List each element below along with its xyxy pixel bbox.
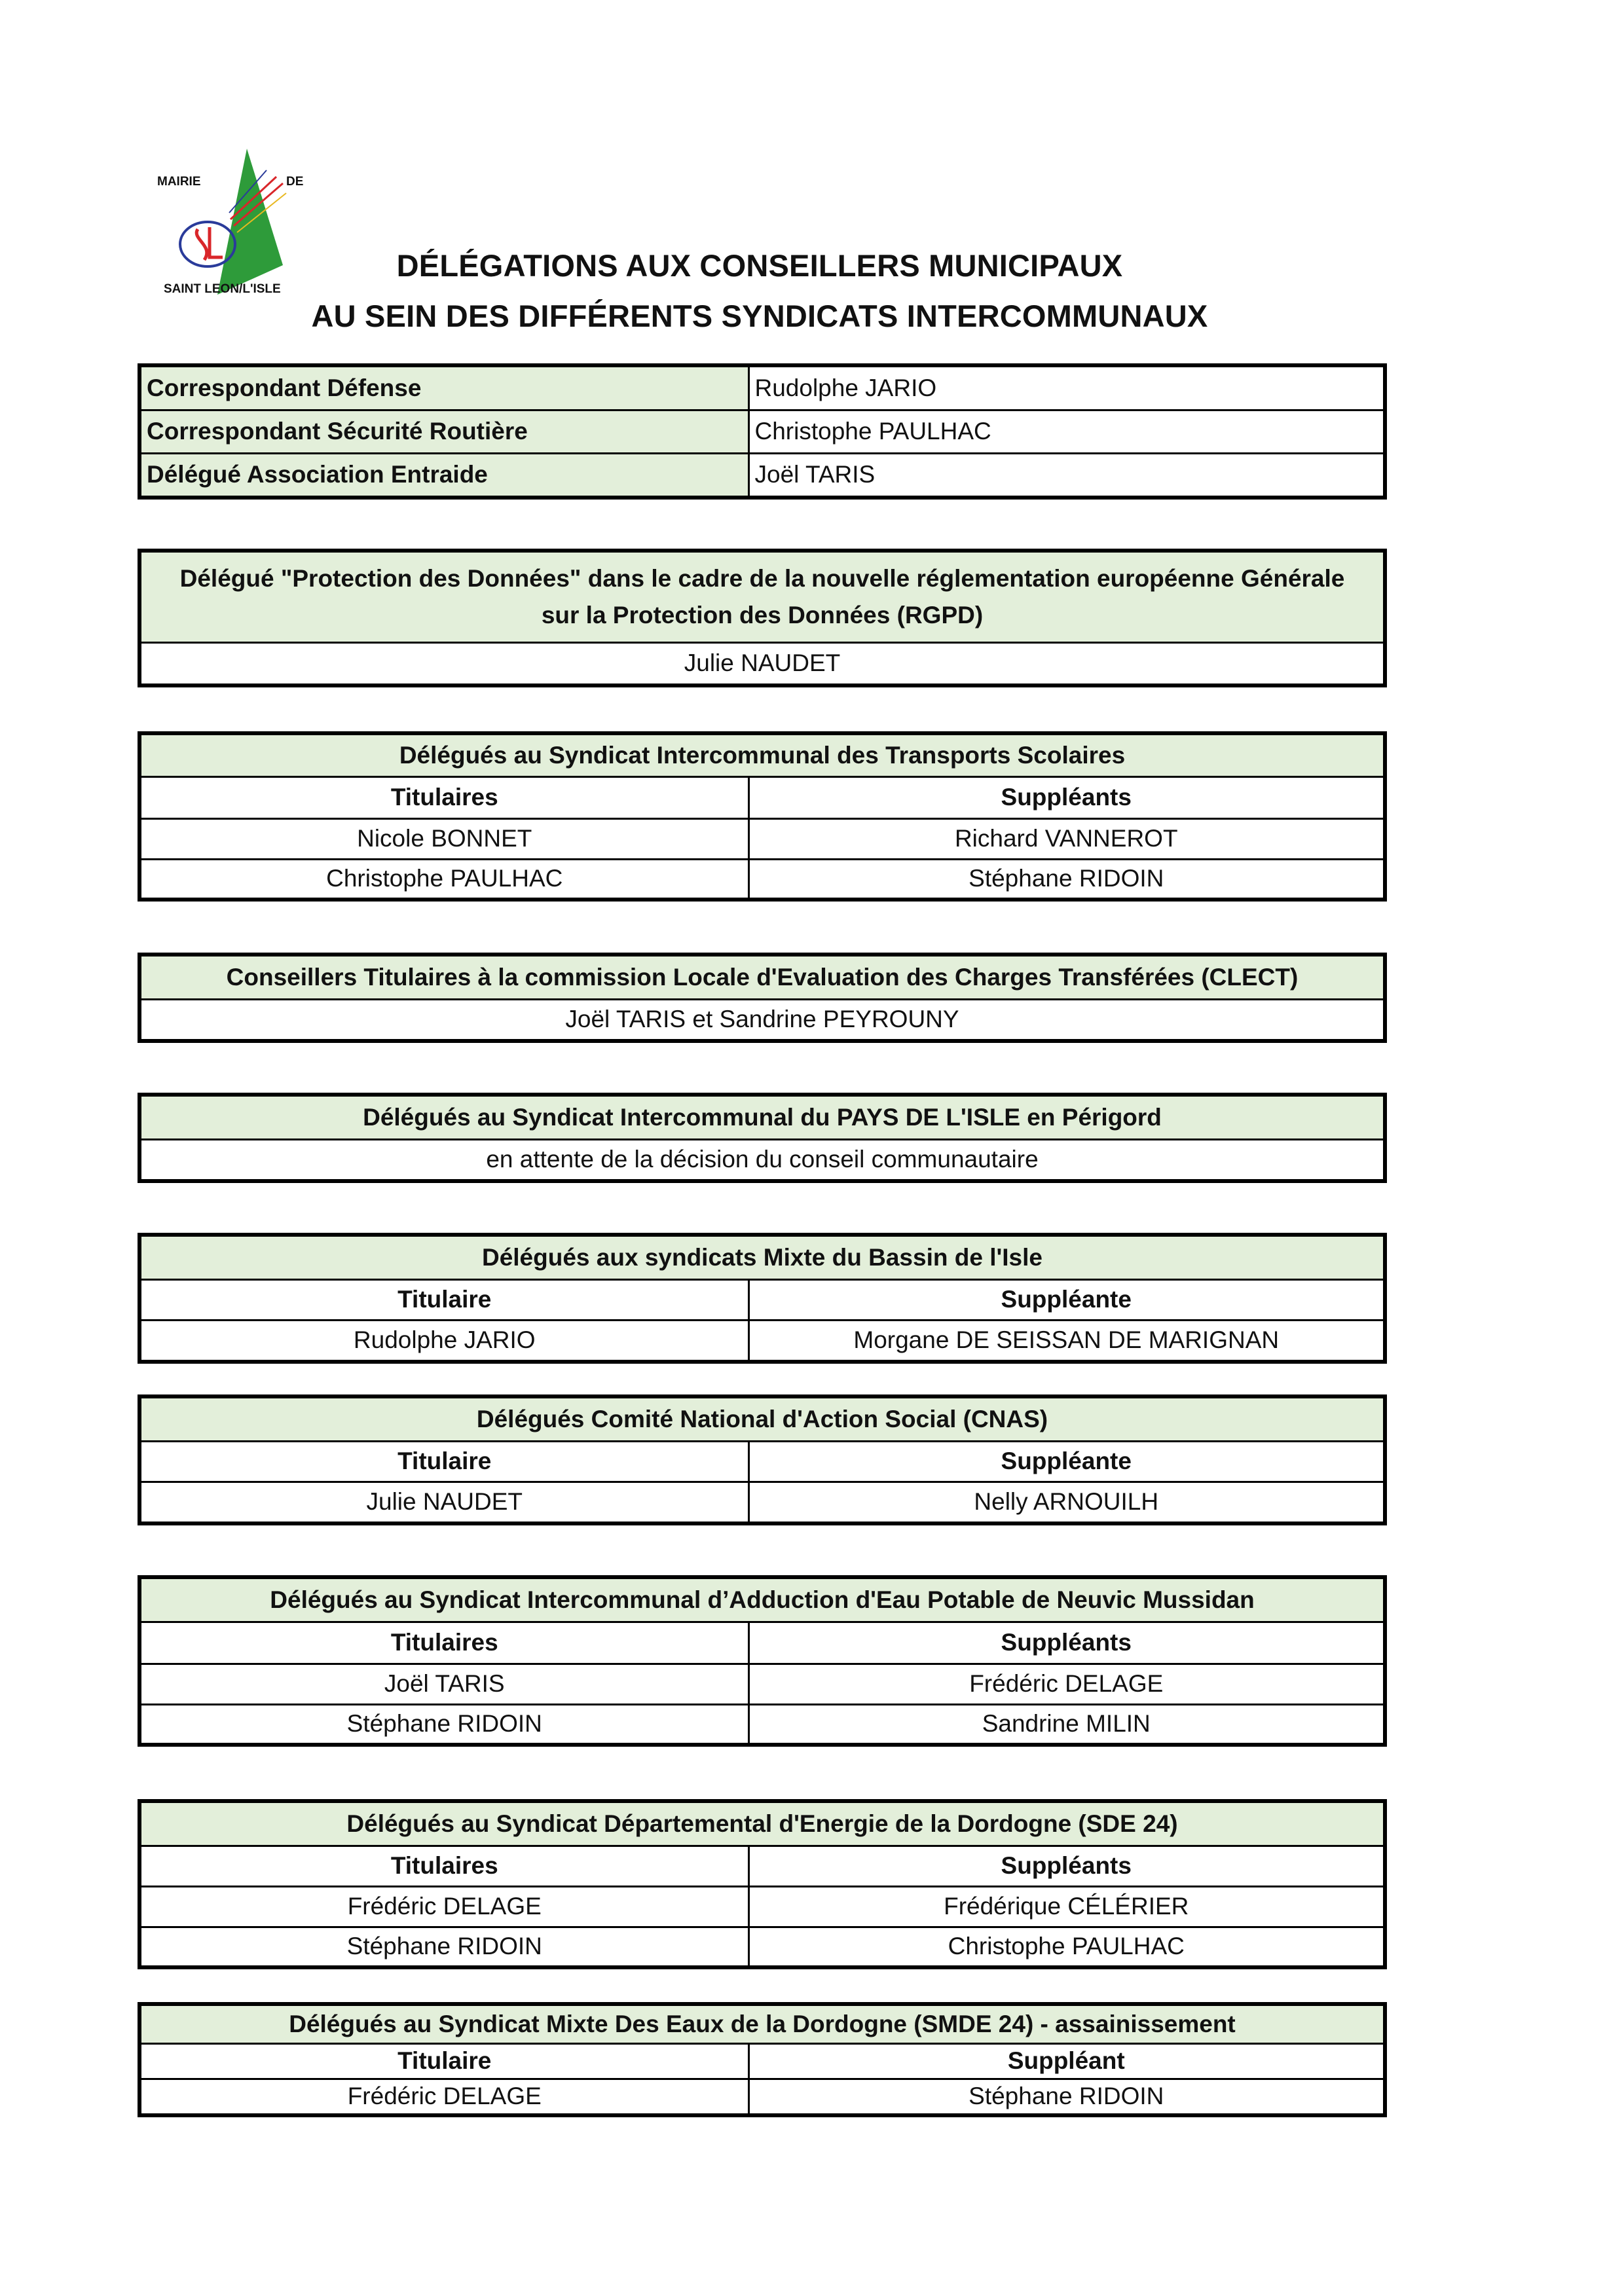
table-cell: Nelly ARNOUILH xyxy=(748,1482,1385,1523)
transports-col-titulaires: Titulaires xyxy=(139,776,748,818)
logo-text-saint-leon: SAINT LEON/L'ISLE xyxy=(164,282,281,296)
logo-text-de: DE xyxy=(286,175,304,189)
table-cell: Frédéric DELAGE xyxy=(748,1664,1385,1704)
table-cell: Richard VANNEROT xyxy=(748,818,1385,859)
table-cell: Frédérique CÉLÉRIER xyxy=(748,1886,1385,1927)
pays-isle-value: en attente de la décision du conseil communautaire xyxy=(139,1139,1385,1181)
table-cell: Rudolphe JARIO xyxy=(139,1320,748,1362)
table-cell: Stéphane RIDOIN xyxy=(139,1704,748,1745)
transports-title: Délégués au Syndicat Intercommunal des Transports Scolaires xyxy=(139,733,1385,776)
page-title-line1: DÉLÉGATIONS AUX CONSEILLERS MUNICIPAUX xyxy=(396,248,1123,283)
rgpd-title: Délégué "Protection des Données" dans le cadre de la nouvelle réglementation européenne Générale sur la Protection des Données (RGPD) xyxy=(139,551,1385,642)
smde-table xyxy=(138,2002,1387,2117)
table-cell: Nicole BONNET xyxy=(139,818,748,859)
table-cell: Julie NAUDET xyxy=(139,1482,748,1523)
eau-potable-table xyxy=(138,1575,1387,1747)
smde-col-suppleant: Suppléant xyxy=(748,2043,1385,2079)
table-cell: Stéphane RIDOIN xyxy=(748,2079,1385,2115)
table-cell: Christophe PAULHAC xyxy=(748,1927,1385,1967)
table-cell: Morgane DE SEISSAN DE MARIGNAN xyxy=(748,1320,1385,1362)
delegue-entraide-label: Délégué Association Entraide xyxy=(139,453,748,498)
clect-value: Joël TARIS et Sandrine PEYROUNY xyxy=(139,999,1385,1041)
smde-col-titulaire: Titulaire xyxy=(139,2043,748,2079)
correspondant-securite-label: Correspondant Sécurité Routière xyxy=(139,410,748,453)
bassin-col-titulaire: Titulaire xyxy=(139,1279,748,1320)
delegue-entraide-value: Joël TARIS xyxy=(748,453,1385,498)
sde-col-titulaires: Titulaires xyxy=(139,1846,748,1886)
table-cell: Christophe PAULHAC xyxy=(139,859,748,900)
pays-isle-title: Délégués au Syndicat Intercommunal du PAYS DE L'ISLE en Périgord xyxy=(139,1095,1385,1139)
eau-col-titulaires: Titulaires xyxy=(139,1622,748,1664)
correspondant-defense-value: Rudolphe JARIO xyxy=(748,365,1385,410)
cnas-col-titulaire: Titulaire xyxy=(139,1441,748,1482)
bassin-table xyxy=(138,1233,1387,1364)
correspondant-securite-value: Christophe PAULHAC xyxy=(748,410,1385,453)
pays-isle-table xyxy=(138,1093,1387,1183)
table-cell: Stéphane RIDOIN xyxy=(748,859,1385,900)
eau-col-suppleants: Suppléants xyxy=(748,1622,1385,1664)
table-cell: Joël TARIS xyxy=(139,1664,748,1704)
logo-text-mairie: MAIRIE xyxy=(157,175,201,189)
sde-table xyxy=(138,1799,1387,1969)
cnas-table xyxy=(138,1394,1387,1525)
transports-col-suppleants: Suppléants xyxy=(748,776,1385,818)
rgpd-value: Julie NAUDET xyxy=(139,642,1385,685)
sde-col-suppleants: Suppléants xyxy=(748,1846,1385,1886)
correspondant-defense-label: Correspondant Défense xyxy=(139,365,748,410)
table-cell: Stéphane RIDOIN xyxy=(139,1927,748,1967)
table-cell: Frédéric DELAGE xyxy=(139,1886,748,1927)
bassin-col-suppleante: Suppléante xyxy=(748,1279,1385,1320)
page-title-line2: AU SEIN DES DIFFÉRENTS SYNDICATS INTERCOMMUNAUX xyxy=(311,299,1208,333)
clect-title: Conseillers Titulaires à la commission Locale d'Evaluation des Charges Transférées (CLECT) xyxy=(139,955,1385,999)
table-cell: Sandrine MILIN xyxy=(748,1704,1385,1745)
cnas-col-suppleante: Suppléante xyxy=(748,1441,1385,1482)
clect-table xyxy=(138,953,1387,1043)
eau-title: Délégués au Syndicat Intercommunal d’Adduction d'Eau Potable de Neuvic Mussidan xyxy=(139,1577,1385,1622)
cnas-title: Délégués Comité National d'Action Social (CNAS) xyxy=(139,1396,1385,1441)
sde-title: Délégués au Syndicat Départemental d'Energie de la Dordogne (SDE 24) xyxy=(139,1801,1385,1846)
transports-table xyxy=(138,731,1387,902)
rgpd-table xyxy=(138,549,1387,687)
smde-title: Délégués au Syndicat Mixte Des Eaux de la Dordogne (SMDE 24) - assainissement xyxy=(139,2004,1385,2043)
correspondants-table xyxy=(138,363,1387,500)
table-cell: Frédéric DELAGE xyxy=(139,2079,748,2115)
bassin-title: Délégués aux syndicats Mixte du Bassin de l'Isle xyxy=(139,1235,1385,1279)
